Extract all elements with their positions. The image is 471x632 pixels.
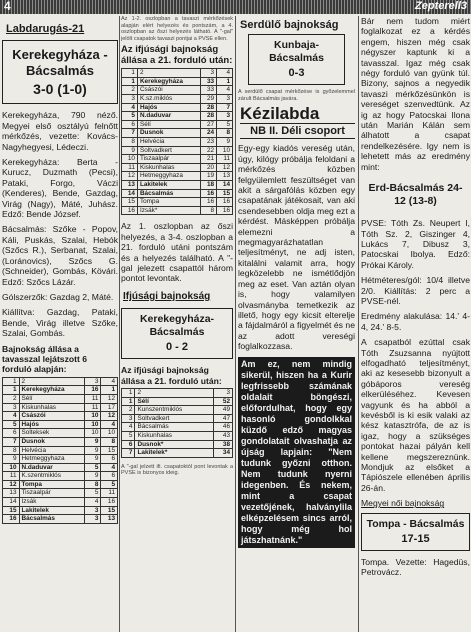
table-cell: 9: [217, 137, 233, 146]
table-cell: 6: [101, 472, 118, 481]
table-cell: 4: [217, 86, 233, 95]
article-paragraph: Eredmény alakulása: 14.' 4-4, 24.' 8-5.: [361, 311, 470, 332]
table-cell: 2: [137, 69, 200, 78]
table-row: [3, 506, 118, 515]
table-cell: 27: [201, 120, 217, 129]
section-title: Serdülő bajnokság: [240, 19, 339, 31]
table-cell: 4: [122, 423, 135, 432]
table-cell: 9: [3, 455, 20, 464]
table-cell: N.daduvar: [19, 463, 84, 472]
table-cell: Tiszaalpár: [137, 155, 200, 164]
table-cell: 15: [122, 198, 138, 207]
article-paragraph: Egy-egy kiadós vereség után, úgy, kilógy próbálja feloldani a mérkőzés közben felgyülemlett feszültséget van akit a sárgafólás közben egy csapatának játékosait, van aki csendesebben oldja meg ezt a kérdést. Másképpen próbálja elemezni a megmagyarázhatatlan teljesítményt, ne adj isten, kitalálni valamit arra, hogy legközelebb ne ismétlődjön meg az eset. Van aztán olyan is, hogy valamilyen olvasmányba temetkezik az illető, hogy egy kicsit elterelje a fájdalmáról a figyelmét és ne az adott vereségi foglalkozzasa.: [238, 143, 355, 352]
table-cell: 3: [213, 388, 232, 397]
match-title: Kerekegyháza-Bácsalmás: [139, 313, 215, 339]
table-row: [122, 397, 233, 406]
table-cell: 3: [3, 403, 20, 412]
column-1: [2, 16, 118, 632]
table-cell: Tompa: [19, 480, 84, 489]
table-row: [122, 423, 233, 432]
table-cell: Hetmeggyhaza: [19, 455, 84, 464]
table-cell: 14: [3, 498, 20, 507]
match-score: 3-0 (1-0): [33, 81, 87, 98]
table-row: [122, 440, 233, 449]
article-paragraph: Hétméteres/gól: 10/4 illetve 2/0. Kiállítás: 2 perc a PVSE-nél.: [361, 275, 470, 306]
table-cell: 1: [3, 377, 20, 386]
table-cell: 4: [3, 412, 20, 421]
table-cell: 15: [3, 506, 20, 515]
youth-standings-table: [121, 388, 233, 458]
article-paragraph: Kiállítva: Gazdag, Pataki, Bende, Virág illetve Szőke, Szalai, Gombás.: [2, 307, 118, 339]
table-row: [122, 137, 233, 146]
table-cell: Kiskunhalas: [137, 163, 200, 172]
table-cell: Kiskunhalas: [19, 403, 84, 412]
table-cell: Dusnok: [19, 437, 84, 446]
table-cell: 7: [122, 129, 138, 138]
page-header-bar: [0, 0, 471, 14]
table-cell: 5: [122, 112, 138, 121]
table-cell: Kerekegyháza: [19, 386, 84, 395]
table-cell: Hajós: [137, 103, 200, 112]
table-row: [3, 429, 118, 438]
table-cell: 3: [217, 112, 233, 121]
table-cell: 11: [84, 403, 101, 412]
table-cell: Sélí: [19, 394, 84, 403]
table-row: [3, 498, 118, 507]
table-cell: 14: [217, 180, 233, 189]
table-row: [122, 449, 233, 458]
table-cell: 7: [122, 449, 135, 458]
table-cell: Kerekegyháza: [137, 77, 200, 86]
table-cell: Soltvadkert: [135, 414, 213, 423]
table-row: [122, 431, 233, 440]
table-cell: 10: [101, 429, 118, 438]
section-title: Ifjúsági bajnokság: [123, 290, 211, 302]
table-cell: 12: [101, 394, 118, 403]
table-row: [122, 146, 233, 155]
table-cell: Lakitelek*: [135, 449, 213, 458]
table-cell: 52: [213, 397, 232, 406]
table-row: [122, 120, 233, 129]
table-cell: 8: [201, 206, 217, 215]
footnote: A "-gal jelzett ifi. csapatoktól pont levontak a PVSE is bizonyos ideig.: [121, 463, 233, 477]
table-cell: 47: [213, 414, 232, 423]
table-row: [122, 198, 233, 207]
table-cell: Hetmeggyhaza: [137, 172, 200, 181]
table-row: [122, 94, 233, 103]
table-cell: 20: [201, 163, 217, 172]
article-paragraph: Kerekegyháza, 790 néző. Megyei első osztályú felnőtt mérkőzés, vezette: Kovács-Nagyhegyesi, Lédeczi.: [2, 110, 118, 152]
table-cell: 43: [213, 431, 232, 440]
table-cell: 5: [84, 489, 101, 498]
table-row: [3, 437, 118, 446]
table-cell: 28: [201, 103, 217, 112]
table-cell: 23: [201, 137, 217, 146]
table-cell: Tiszaalpár: [19, 489, 84, 498]
table-cell: 3: [84, 377, 101, 386]
table-cell: 3: [122, 94, 138, 103]
match-score: 0 - 2: [165, 341, 188, 354]
article-paragraph: PVSE: Tóth Zs. Neupert I, Tóth Sz. 2, Giszinger 4, Lukács 7, Dibusz 3, Patocskai Ibolya. Edző: Prókai Károly.: [361, 218, 470, 270]
table-cell: 6: [122, 440, 135, 449]
table-cell: Sélí: [137, 120, 200, 129]
table-row: [122, 180, 233, 189]
table-cell: 10: [84, 429, 101, 438]
table-cell: 5: [3, 420, 20, 429]
table-cell: 1: [101, 386, 118, 395]
table-cell: 16: [84, 386, 101, 395]
table-cell: 16: [3, 515, 20, 524]
table-cell: 9: [84, 437, 101, 446]
table-cell: 29: [201, 94, 217, 103]
standings-table: [2, 377, 118, 524]
table-row: [122, 163, 233, 172]
table-cell: 13: [122, 180, 138, 189]
table-cell: K.szentmiklós: [19, 472, 84, 481]
table-row: [122, 414, 233, 423]
table-cell: 8: [101, 437, 118, 446]
table-cell: 11: [101, 489, 118, 498]
table-cell: 10: [122, 155, 138, 164]
table-header-row: [122, 388, 233, 397]
table-cell: Bácsalmás: [135, 423, 213, 432]
table-cell: 12: [3, 480, 20, 489]
table-cell: 13: [217, 172, 233, 181]
table-cell: Izsák: [19, 498, 84, 507]
table-cell: Kunszentmiklós: [135, 406, 213, 415]
table-cell: 16: [217, 206, 233, 215]
match-box: [361, 513, 470, 551]
table-cell: 9: [84, 472, 101, 481]
table-cell: Lakitelek: [19, 506, 84, 515]
table-cell: 4: [101, 420, 118, 429]
match-heading: Erd-Bácsalmás 24-12 (13-8): [368, 182, 463, 208]
table-cell: 16: [217, 198, 233, 207]
match-box: [2, 40, 118, 104]
table-cell: 1: [3, 386, 20, 395]
table-header-row: [3, 377, 118, 386]
table-cell: 8: [217, 129, 233, 138]
table-cell: 1: [122, 69, 138, 78]
table-caption: Bajnokság állása a tavasszal lejátszott 6 forduló alapján:: [2, 343, 88, 375]
table-cell: N.daduvar: [137, 112, 200, 121]
table-caption: Az ifjúsági bajnokság állása a 21. forduló után:: [121, 44, 233, 66]
match-title: Tompa - Bácsalmás: [366, 517, 465, 530]
table-cell: 5: [122, 431, 135, 440]
table-cell: 15: [217, 189, 233, 198]
table-row: [122, 103, 233, 112]
table-row: [3, 386, 118, 395]
table-row: [3, 412, 118, 421]
table-cell: 16: [201, 198, 217, 207]
table-row: [3, 403, 118, 412]
table-cell: 1: [122, 77, 138, 86]
match-title: Kerekegyháza - Bácsalmás: [12, 47, 108, 79]
table-row: [3, 446, 118, 455]
article-paragraph: Gólszerzők: Gazdag 2, Máté.: [2, 291, 114, 302]
table-row: [122, 172, 233, 181]
table-cell: Izsák*: [137, 206, 200, 215]
table-cell: 2: [135, 388, 213, 397]
column-rule: [358, 16, 359, 632]
table-cell: 2: [122, 406, 135, 415]
table-cell: 28: [201, 112, 217, 121]
table-caption: Az ifjúsági bajnokság állása a 21. forduló után:: [121, 365, 222, 386]
table-cell: 17: [101, 403, 118, 412]
match-box: [248, 34, 345, 85]
table-row: [122, 77, 233, 86]
table-cell: 12: [101, 412, 118, 421]
table-cell: 2: [122, 86, 138, 95]
table-cell: 4: [122, 103, 138, 112]
table-cell: 4: [84, 498, 101, 507]
table-cell: 46: [213, 423, 232, 432]
table-cell: 11: [122, 163, 138, 172]
table-cell: Helvécia: [137, 137, 200, 146]
table-cell: Sélí: [135, 397, 213, 406]
table-cell: 15: [101, 506, 118, 515]
table-row: [122, 86, 233, 95]
table-cell: 33: [201, 77, 217, 86]
article-paragraph: A csapatból ezúttal csak Tóth Zsuzsanna nyújtott elfogadható teljesítményt, aki az kesesebb bizonyult a góbáporos vereség elkerüléséhez. Kevesen vagyunk és ha abból a kevésből is ki esik valaki az kész katasztrófa, de az is igaz, hogy a szükséges pontokat hazai pályán kell kellene megszereznünk. Mondjuk az elsőket a Tápiószele ellenében április 26-án.: [361, 337, 470, 493]
table-cell: 15: [101, 446, 118, 455]
table-cell: Kiskunhalas: [135, 431, 213, 440]
table-cell: Bácsalmás: [19, 515, 84, 524]
table-cell: 38: [213, 440, 232, 449]
table-cell: 33: [201, 86, 217, 95]
table-cell: 11: [217, 155, 233, 164]
table-cell: 16: [201, 189, 217, 198]
standings-table: [121, 68, 233, 215]
table-row: [3, 463, 118, 472]
table-cell: 11: [84, 394, 101, 403]
table-cell: 10: [84, 420, 101, 429]
match-title: Kunbaja-Bácsalmás: [269, 39, 324, 65]
highlighted-paragraph: Am ez, nem mindig sikerül, hiszen ha a Kurir legfrissebb számának oldalait böngészi, előfordulhat, hogy egy hasonló gondolkkal küzdő edző magyas gondolatait olvashatja az újság lapjain: "Nem tudunk győzni otthon. Nem tudunk nyerni idegenben. És nekem, mint a csapat vezetőjének, halványlila elképzelésem sincs arról, hogy még hol játszhatnánk.": [238, 357, 355, 548]
table-cell: Lakitelek: [137, 180, 200, 189]
page-number: 4: [4, 0, 11, 13]
table-cell: 2: [3, 394, 20, 403]
table-cell: 12: [217, 163, 233, 172]
article-paragraph: Tompa. Vezette: Hagedüs, Petrovácz.: [361, 556, 470, 578]
column-rule: [119, 16, 120, 632]
table-cell: 9: [84, 455, 101, 464]
article-paragraph: Bár nem tudom miért foglalkozat ez a kérdés engem, hiszen még csak négyszer kaptunk ki a tavasszal. Igaz még csak négy forduló van gyünk túl. Bizony, sajnos a negyedik tavaszi mérkőzésünkön is vereséget szenvedtünk. Az ig az hogy Patocskai Ilona után Marián Kálán sem álhatott a csapat rendelkezésére. Igy nem is lehetett más az eredmény mint:: [361, 16, 470, 172]
table-cell: Helvécia: [19, 446, 84, 455]
table-cell: 16: [122, 206, 138, 215]
table-cell: 1: [122, 397, 135, 406]
section-title: Labdarugás-21: [6, 23, 85, 35]
table-cell: Bácsalmás: [137, 189, 200, 198]
page-title: Zepterell3: [415, 0, 467, 12]
table-header-row: [122, 69, 233, 78]
league-heading: NB II. Déli csoport: [240, 123, 355, 139]
table-cell: 21: [201, 155, 217, 164]
column-2: [121, 16, 233, 632]
table-cell: 11: [3, 472, 20, 481]
table-cell: 49: [213, 406, 232, 415]
column-3: [238, 16, 355, 632]
table-cell: 5: [217, 120, 233, 129]
article-paragraph: Bácsalmás: Szőke - Popov, Káli, Puskás, Szalai, Hebók (Szőcs R.), Serbanat, Szalai, (Loránovics), Szőcs G. (Schneider), Gombás, Kövári. Edző: Szőcs Lázár.: [2, 224, 118, 287]
table-row: [3, 515, 118, 524]
table-cell: Császói: [137, 86, 200, 95]
table-cell: 5: [84, 463, 101, 472]
table-cell: 3: [84, 515, 101, 524]
match-box: [121, 308, 233, 359]
table-cell: Soltvadkert: [137, 146, 200, 155]
table-cell: 8: [3, 446, 20, 455]
table-cell: 13: [3, 489, 20, 498]
table-cell: 10: [3, 463, 20, 472]
table-cell: Dusnok*: [135, 440, 213, 449]
table-note: Az 1. oszlopban az őszi helyezés, a 3-4. oszlopban a 21. forduló utáni pontszám és a helyezés található. A "-gal jelezett csapattól három pontot levontak.: [121, 221, 233, 284]
table-cell: Császói: [19, 412, 84, 421]
intro-note: Az 1-2. oszlopban a tavaszi mérkőzések alapján elért helyezés és pontszám, a 4. oszlopban az őszi helyezés látható. A "-gal" jelölt csapatok tavaszi pontjai a PVSE ellen.: [121, 16, 233, 42]
table-cell: 7: [3, 437, 20, 446]
table-cell: 3: [84, 506, 101, 515]
table-cell: 8: [84, 480, 101, 489]
table-cell: 18: [201, 180, 217, 189]
table-row: [3, 455, 118, 464]
article-paragraph: Kerekegyháza: Berta - Kurucz, Duzmath (Pecsi), Pataki, Forgo, Váczi (Kenderes), Bende, Gazdag, Virág (Nagy), Máté, Juhász. Edző: Bende József.: [2, 157, 118, 220]
table-cell: 16: [101, 498, 118, 507]
table-cell: 5: [101, 480, 118, 489]
table-cell: 4: [217, 69, 233, 78]
table-row: [122, 189, 233, 198]
table-row: [3, 420, 118, 429]
table-cell: 9: [84, 446, 101, 455]
table-cell: 14: [122, 189, 138, 198]
section-title: Megyei női bajnokság: [361, 498, 445, 509]
table-row: [122, 155, 233, 164]
table-cell: 6: [3, 429, 20, 438]
column-rule: [235, 16, 236, 632]
table-cell: 12: [122, 172, 138, 181]
table-cell: 6: [122, 120, 138, 129]
section-title-handball: Kézilabda: [240, 103, 320, 123]
table-cell: 24: [201, 129, 217, 138]
table-cell: 10: [84, 412, 101, 421]
table-cell: 3: [201, 69, 217, 78]
table-cell: Tompa: [137, 198, 200, 207]
table-cell: 1: [217, 77, 233, 86]
table-cell: 1: [122, 388, 135, 397]
table-cell: 2: [19, 377, 84, 386]
table-cell: 8: [122, 137, 138, 146]
table-cell: 3: [122, 414, 135, 423]
table-row: [122, 129, 233, 138]
short-note: A serdülő csapat mérkőzése is győzelemmel zárult Bácsalmás javára.: [238, 89, 355, 102]
table-cell: Solteksek: [19, 429, 84, 438]
table-cell: 13: [101, 515, 118, 524]
table-cell: 19: [201, 172, 217, 181]
table-row: [3, 480, 118, 489]
table-row: [3, 394, 118, 403]
match-score: 17-15: [401, 532, 430, 545]
table-cell: 3: [217, 94, 233, 103]
table-cell: 9: [122, 146, 138, 155]
table-cell: 4: [101, 377, 118, 386]
table-row: [3, 472, 118, 481]
table-row: [122, 406, 233, 415]
column-4: [361, 16, 470, 632]
match-score: 0-3: [288, 67, 305, 80]
table-row: [122, 206, 233, 215]
table-cell: Dusnok: [137, 129, 200, 138]
table-cell: 7: [217, 103, 233, 112]
table-cell: Hajós: [19, 420, 84, 429]
table-row: [122, 112, 233, 121]
table-row: [3, 489, 118, 498]
table-cell: K.sz.miklós: [137, 94, 200, 103]
table-cell: 4: [101, 463, 118, 472]
table-cell: 34: [213, 449, 232, 458]
table-cell: 10: [217, 146, 233, 155]
table-cell: 22: [201, 146, 217, 155]
table-cell: 6: [101, 455, 118, 464]
